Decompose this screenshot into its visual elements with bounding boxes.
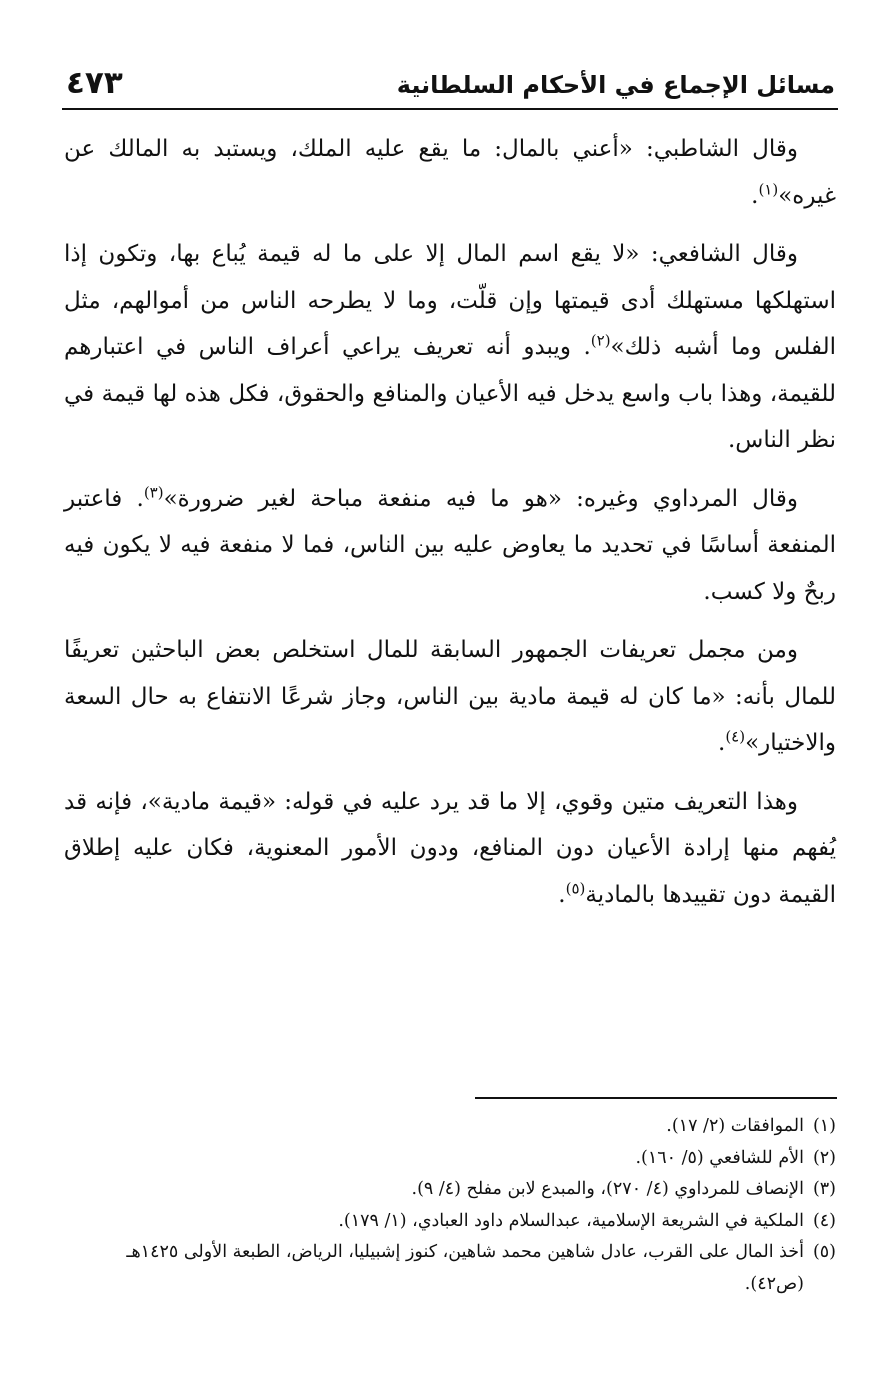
footnote-marker: (٢) [590,331,611,350]
footnote-item [66,1174,836,1206]
footnote-text: الملكية في الشريعة الإسلامية، عبدالسلام داود العبادي، (١/ ١٧٩). [338,1210,804,1231]
paragraph-shafii [64,231,836,464]
footnotes [66,1111,836,1300]
paragraph-text: وقال الشاطبي: «أعني بالمال: ما يقع عليه الملك، ويستبد به المالك عن غيره» [64,136,836,209]
footnote-number: (١) [812,1116,836,1136]
paragraph-tail: . [751,182,759,209]
paragraph-tail: . فاعتبر المنفعة أساسًا في تحديد ما يعاوض عليه بين الناس، فما لا منفعة فيه لا يكون فيه ربحٌ ولا كسب. [64,485,836,605]
paragraph-critique [64,779,836,919]
page-number: ٤٧٣ [66,65,123,101]
footnote-text: أخذ المال على القرب، عادل شاهين محمد شاهين، كنوز إشبيليا، الرياض، الطبعة الأولى ١٤٢٥هـ (ص٤٢). [126,1242,804,1294]
footnote-text: الإنصاف للمرداوي (٤/ ٢٧٠)، والمبدع لابن مفلح (٤/ ٩). [411,1179,804,1199]
footnote-item [66,1143,836,1175]
footnote-number: (٤) [812,1210,836,1231]
paragraph-shatibi [64,126,836,219]
paragraph-text: وقال الشافعي: «لا يقع اسم المال إلا على ما له قيمة يُباع بها، وتكون إذا استهلكها مستهلك أدى قيمتها وإن قلّت، وما لا يطرحه الناس من أموالهم، مثل الفلس وما أشبه ذلك» [64,241,836,360]
footnote-marker: (٤) [725,727,746,746]
footnote-item [66,1237,836,1300]
paragraph-text: ومن مجمل تعريفات الجمهور السابقة للمال استخلص بعض الباحثين تعريفًا للمال بأنه: «ما كان له قيمة مادية بين الناس، وجاز شرعًا الانتفاع به حال السعة والاختيار» [64,637,836,756]
paragraph-mardawi [64,476,836,616]
footnote-number: (٥) [812,1242,836,1262]
paragraph-text: وهذا التعريف متين وقوي، إلا ما قد يرد عليه في قوله: «قيمة مادية»، فإنه قد يُفهم منها إرادة الأعيان دون المنافع، ودون الأمور المعنوية، فكان عليه إطلاق القيمة دون تقييدها بالمادية [64,788,836,908]
header-divider [62,108,838,110]
footnote-marker: (٣) [143,482,164,501]
paragraph-tail: . [558,881,566,908]
paragraph-tail: . [718,730,726,756]
footnote-text: الأم للشافعي (٥/ ١٦٠). [635,1147,804,1168]
footnote-marker: (١) [758,179,779,198]
footnote-text: الموافقات (٢/ ١٧). [666,1116,804,1136]
paragraph-text: وقال المرداوي وغيره: «هو ما فيه منفعة مباحة لغير ضرورة» [163,485,798,512]
paragraph-tail: . ويبدو أنه تعريف يراعي أعراف الناس في اعتبارهم للقيمة، وهذا باب واسع يدخل فيه الأعيان والمنافع والحقوق، فكل هذه لها قيمة في نظر الناس. [64,334,836,453]
footnote-number: (٢) [812,1147,836,1168]
page-header [66,58,835,102]
paragraph-definition [64,627,836,767]
footnote-item [66,1206,836,1238]
footnote-marker: (٥) [565,878,586,897]
running-title: مسائل الإجماع في الأحكام السلطانية [396,71,835,99]
main-text [64,126,836,930]
footnote-number: (٣) [812,1179,836,1199]
footnote-divider [475,1097,837,1099]
footnote-item [66,1111,836,1143]
